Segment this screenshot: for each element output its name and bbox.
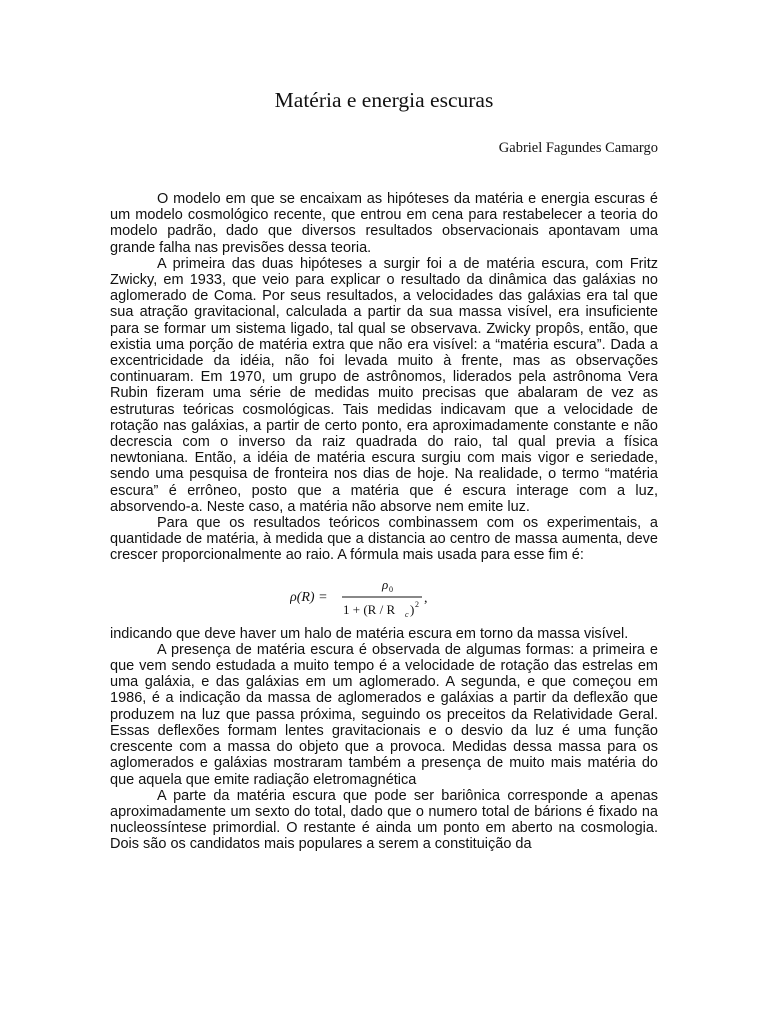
paragraph-1: O modelo em que se encaixam as hipóteses da matéria e energia escuras é um modelo cosmológico recente, que entrou em cena para restabelecer a teoria do modelo padrão, dado que diversos resultados observacionais apontavam uma grande falha nas previsões dessa teoria. bbox=[110, 191, 658, 256]
formula-numerator: ρ bbox=[382, 576, 389, 592]
formula-comma: , bbox=[424, 590, 428, 606]
formula-denominator-close: ) bbox=[410, 601, 415, 617]
paragraph-6: A parte da matéria escura que pode ser bariônica corresponde a apenas aproximadamente um sexto do total, dado que o numero total de bárions é fixado na nucleossíntese primordial. O restante é ainda um ponto em aberto na cosmologia. Dois são os candidatos mais populares a serem a constituição da bbox=[110, 787, 658, 853]
formula-denominator-sub: c bbox=[405, 609, 409, 619]
formula-numerator-sub: 0 bbox=[389, 584, 393, 594]
document-author: Gabriel Fagundes Camargo bbox=[498, 140, 658, 156]
paragraph-5: A presença de matéria escura é observada de algumas formas: a primeira e que vem sendo estudada a muito tempo é a velocidade de rotação das estrelas em uma galáxia, e das galáxias em um aglomerado. A segunda, e que começou em 1986, é a indicação da massa de aglomerados e galáxias a partir da deflexão que produzem na luz que passa próxima, seguindo os preceitos da Relatividade Geral. Essas deflexões formam lentes gravitacionais e o desvio da luz é uma função crescente com a massa do objeto que a provoca. Medidas dessa massa para os aglomerados e galáxias mostraram também a presença de muito mais matéria do que aquela que emite radiação eletromagnética bbox=[110, 641, 658, 788]
document-body bbox=[110, 191, 658, 853]
formula-exponent: 2 bbox=[415, 599, 419, 609]
paragraph-2: A primeira das duas hipóteses a surgir foi a de matéria escura, com Fritz Zwicky, em 1933, que veio para explicar o resultado da dinâmica das galáxias no aglomerado de Coma. Por seus resultados, a velocidades das galáxias era tal que sua atração gravitacional, calculada a partir da sua massa visível, era insuficiente para se formar um sistema ligado, tal qual se observava. Zwicky propôs, então, que existia uma porção de matéria extra que não era visível: a “matéria escura”. Dada a excentricidade da idéia, não foi levada muito à frente, mas as observações continuaram. Em 1970, um grupo de astrônomos, liderados pela astrônoma Vera Rubin fizeram uma série de medidas muito precisas que abalaram de vez as estruturas teóricas cosmológicas. Tais medidas indicavam que a velocidade de rotação nas galáxias, a partir de certo ponto, era aproximadamente constante e não decrescia com o inverso da raiz quadrada do raio, tal qual previa a física newtoniana. Então, a idéia de matéria escura surgiu com mais vigor e seriedade, sendo uma pesquisa de fronteira nos dias de hoje. Na realidade, o termo “matéria escura” é errôneo, posto que a matéria que é escura interage com a luz, absorvendo-a. Neste caso, a matéria não absorve nem emite luz. bbox=[110, 255, 658, 515]
formula-lhs: ρ(R) = bbox=[290, 589, 328, 605]
formula-graphic bbox=[290, 574, 470, 620]
document-title: Matéria e energia escuras bbox=[274, 88, 494, 112]
formula-denominator: 1 + (R / R bbox=[343, 601, 396, 617]
density-formula bbox=[110, 574, 658, 620]
paragraph-3: Para que os resultados teóricos combinassem com os experimentais, a quantidade de matéria, à medida que a distancia ao centro de massa aumenta, deve crescer proporcionalmente ao raio. A fórmula mais usada para esse fim é: bbox=[110, 515, 658, 564]
paragraph-4: indicando que deve haver um halo de matéria escura em torno da massa visível. bbox=[110, 625, 629, 642]
